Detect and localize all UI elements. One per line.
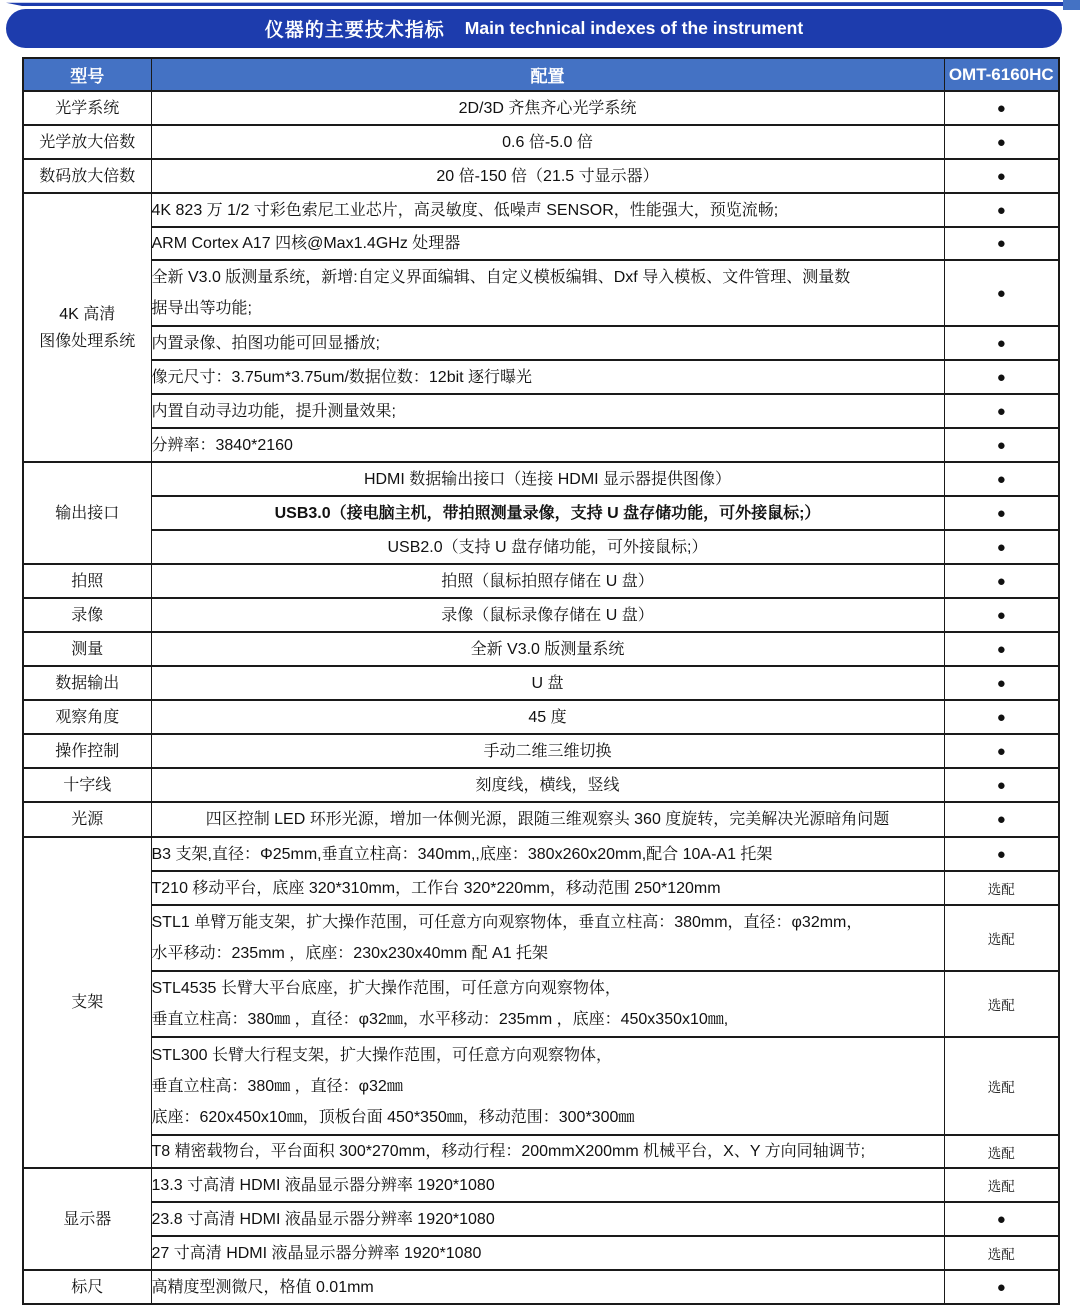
config-cell: 全新 V3.0 版测量系统 [151, 632, 944, 666]
config-cell: 45 度 [151, 700, 944, 734]
config-cell: T210 移动平台，底座 320*310mm，工作台 320*220mm，移动范围 250*120mm [151, 871, 944, 905]
table-row [23, 632, 1059, 666]
page-title-cn: 仪器的主要技术指标 [264, 20, 445, 41]
status-included-dot: ● [944, 768, 1059, 802]
spec-table-body [23, 91, 1059, 1304]
model-cell: 显示器 [23, 1168, 151, 1270]
table-row [23, 1135, 1059, 1168]
model-cell: 拍照 [23, 564, 151, 598]
model-cell: 光源 [23, 802, 151, 837]
status-included-dot: ● [944, 260, 1059, 326]
status-included-dot: ● [944, 564, 1059, 598]
status-included-dot: ● [944, 125, 1059, 159]
spec-table [22, 57, 1060, 1305]
table-row [23, 1037, 1059, 1135]
table-row [23, 496, 1059, 530]
config-cell: 内置录像、拍图功能可回显播放; [151, 326, 944, 360]
header-model: 型号 [23, 58, 151, 91]
config-cell: USB2.0（支持 U 盘存储功能，可外接鼠标;） [151, 530, 944, 564]
table-row [23, 326, 1059, 360]
table-row [23, 159, 1059, 193]
table-row [23, 1202, 1059, 1236]
model-cell: 操作控制 [23, 734, 151, 768]
config-cell: STL300 长臂大行程支架，扩大操作范围，可任意方向观察物体， 垂直立柱高：380㎜ ，直径：φ32㎜ 底座：620x450x10㎜，顶板台面 450*350㎜，移动范围：300*300㎜ [151, 1037, 944, 1135]
config-cell: 13.3 寸高清 HDMI 液晶显示器分辨率 1920*1080 [151, 1168, 944, 1202]
table-row [23, 227, 1059, 260]
table-row [23, 1270, 1059, 1304]
table-row [23, 1168, 1059, 1202]
config-cell: USB3.0（接电脑主机，带拍照测量录像，支持 U 盘存储功能，可外接鼠标;） [151, 496, 944, 530]
config-cell: 0.6 倍-5.0 倍 [151, 125, 944, 159]
status-included-dot: ● [944, 462, 1059, 496]
table-row [23, 125, 1059, 159]
status-included-dot: ● [944, 496, 1059, 530]
table-row [23, 971, 1059, 1037]
status-included-dot: ● [944, 326, 1059, 360]
config-cell: 高精度型测微尺，格值 0.01mm [151, 1270, 944, 1304]
status-included-dot: ● [944, 227, 1059, 260]
table-row [23, 666, 1059, 700]
config-cell: 2D/3D 齐焦齐心光学系统 [151, 91, 944, 125]
model-cell: 数据输出 [23, 666, 151, 700]
table-row [23, 871, 1059, 905]
title-bar [6, 9, 1062, 48]
config-cell: ARM Cortex A17 四核@Max1.4GHz 处理器 [151, 227, 944, 260]
model-cell: 光学系统 [23, 91, 151, 125]
table-row [23, 193, 1059, 227]
status-included-dot: ● [944, 1270, 1059, 1304]
status-included-dot: ● [944, 394, 1059, 428]
status-included-dot: ● [944, 837, 1059, 871]
table-row [23, 530, 1059, 564]
header-product-model: OMT-6160HC [944, 58, 1059, 91]
config-cell: 录像（鼠标录像存储在 U 盘） [151, 598, 944, 632]
model-cell: 录像 [23, 598, 151, 632]
status-included-dot: ● [944, 598, 1059, 632]
status-included-dot: ● [944, 632, 1059, 666]
status-included-dot: ● [944, 360, 1059, 394]
table-row [23, 768, 1059, 802]
table-row [23, 428, 1059, 462]
config-cell: B3 支架,直径：Φ25mm,垂直立柱高：340mm,,底座：380x260x20mm,配合 10A-A1 托架 [151, 837, 944, 871]
spec-table-header [23, 58, 1059, 91]
model-cell: 输出接口 [23, 462, 151, 564]
config-cell: 全新 V3.0 版测量系统，新增:自定义界面编辑、自定义模板编辑、Dxf 导入模板、文件管理、测量数 据导出等功能; [151, 260, 944, 326]
config-cell: 刻度线，横线，竖线 [151, 768, 944, 802]
status-optional-label: 选配 [944, 871, 1059, 905]
model-cell: 数码放大倍数 [23, 159, 151, 193]
status-optional-label: 选配 [944, 905, 1059, 971]
config-cell: 27 寸高清 HDMI 液晶显示器分辨率 1920*1080 [151, 1236, 944, 1270]
config-cell: STL4535 长臂大平台底座，扩大操作范围，可任意方向观察物体， 垂直立柱高：380㎜ ，直径：φ32㎜，水平移动：235mm ，底座：450x350x10㎜, [151, 971, 944, 1037]
table-row [23, 564, 1059, 598]
table-row [23, 734, 1059, 768]
model-cell: 4K 高清 图像处理系统 [23, 193, 151, 462]
table-row [23, 462, 1059, 496]
status-included-dot: ● [944, 700, 1059, 734]
status-included-dot: ● [944, 666, 1059, 700]
table-row [23, 394, 1059, 428]
status-optional-label: 选配 [944, 1135, 1059, 1168]
config-cell: 4K 823 万 1/2 寸彩色索尼工业芯片，高灵敏度、低噪声 SENSOR，性能强大，预览流畅; [151, 193, 944, 227]
config-cell: 20 倍-150 倍（21.5 寸显示器） [151, 159, 944, 193]
table-row [23, 905, 1059, 971]
model-cell: 标尺 [23, 1270, 151, 1304]
status-optional-label: 选配 [944, 1236, 1059, 1270]
status-included-dot: ● [944, 1202, 1059, 1236]
model-cell: 支架 [23, 837, 151, 1168]
header-row [23, 58, 1059, 91]
config-cell: T8 精密载物台，平台面积 300*270mm，移动行程：200mmX200mm 机械平台，X、Y 方向同轴调节; [151, 1135, 944, 1168]
model-cell: 十字线 [23, 768, 151, 802]
table-row [23, 598, 1059, 632]
table-row [23, 91, 1059, 125]
model-cell: 观察角度 [23, 700, 151, 734]
model-cell: 光学放大倍数 [23, 125, 151, 159]
config-cell: HDMI 数据输出接口（连接 HDMI 显示器提供图像） [151, 462, 944, 496]
config-cell: 分辨率：3840*2160 [151, 428, 944, 462]
page-title-en: Main technical indexes of the instrument [464, 18, 804, 38]
status-optional-label: 选配 [944, 1168, 1059, 1202]
config-cell: 像元尺寸：3.75um*3.75um/数据位数：12bit 逐行曝光 [151, 360, 944, 394]
table-row [23, 260, 1059, 326]
table-row [23, 360, 1059, 394]
config-cell: 内置自动寻边功能，提升测量效果; [151, 394, 944, 428]
status-included-dot: ● [944, 159, 1059, 193]
table-row [23, 700, 1059, 734]
config-cell: 拍照（鼠标拍照存储在 U 盘） [151, 564, 944, 598]
config-cell: 手动二维三维切换 [151, 734, 944, 768]
model-cell: 测量 [23, 632, 151, 666]
table-row [23, 802, 1059, 837]
status-optional-label: 选配 [944, 971, 1059, 1037]
config-cell: 四区控制 LED 环形光源，增加一体侧光源，跟随三维观察头 360 度旋转，完美解决光源暗角问题 [151, 802, 944, 837]
top-decorative-line [6, 2, 1074, 6]
status-included-dot: ● [944, 428, 1059, 462]
table-row [23, 1236, 1059, 1270]
status-included-dot: ● [944, 91, 1059, 125]
status-included-dot: ● [944, 802, 1059, 837]
header-config: 配置 [151, 58, 944, 91]
status-optional-label: 选配 [944, 1037, 1059, 1135]
status-included-dot: ● [944, 734, 1059, 768]
corner-decoration [1063, 0, 1080, 10]
status-included-dot: ● [944, 193, 1059, 227]
config-cell: 23.8 寸高清 HDMI 液晶显示器分辨率 1920*1080 [151, 1202, 944, 1236]
table-row [23, 837, 1059, 871]
config-cell: U 盘 [151, 666, 944, 700]
status-included-dot: ● [944, 530, 1059, 564]
config-cell: STL1 单臂万能支架，扩大操作范围，可任意方向观察物体，垂直立柱高：380mm，直径：φ32mm， 水平移动：235mm ，底座：230x230x40mm 配 A1 托架 [151, 905, 944, 971]
